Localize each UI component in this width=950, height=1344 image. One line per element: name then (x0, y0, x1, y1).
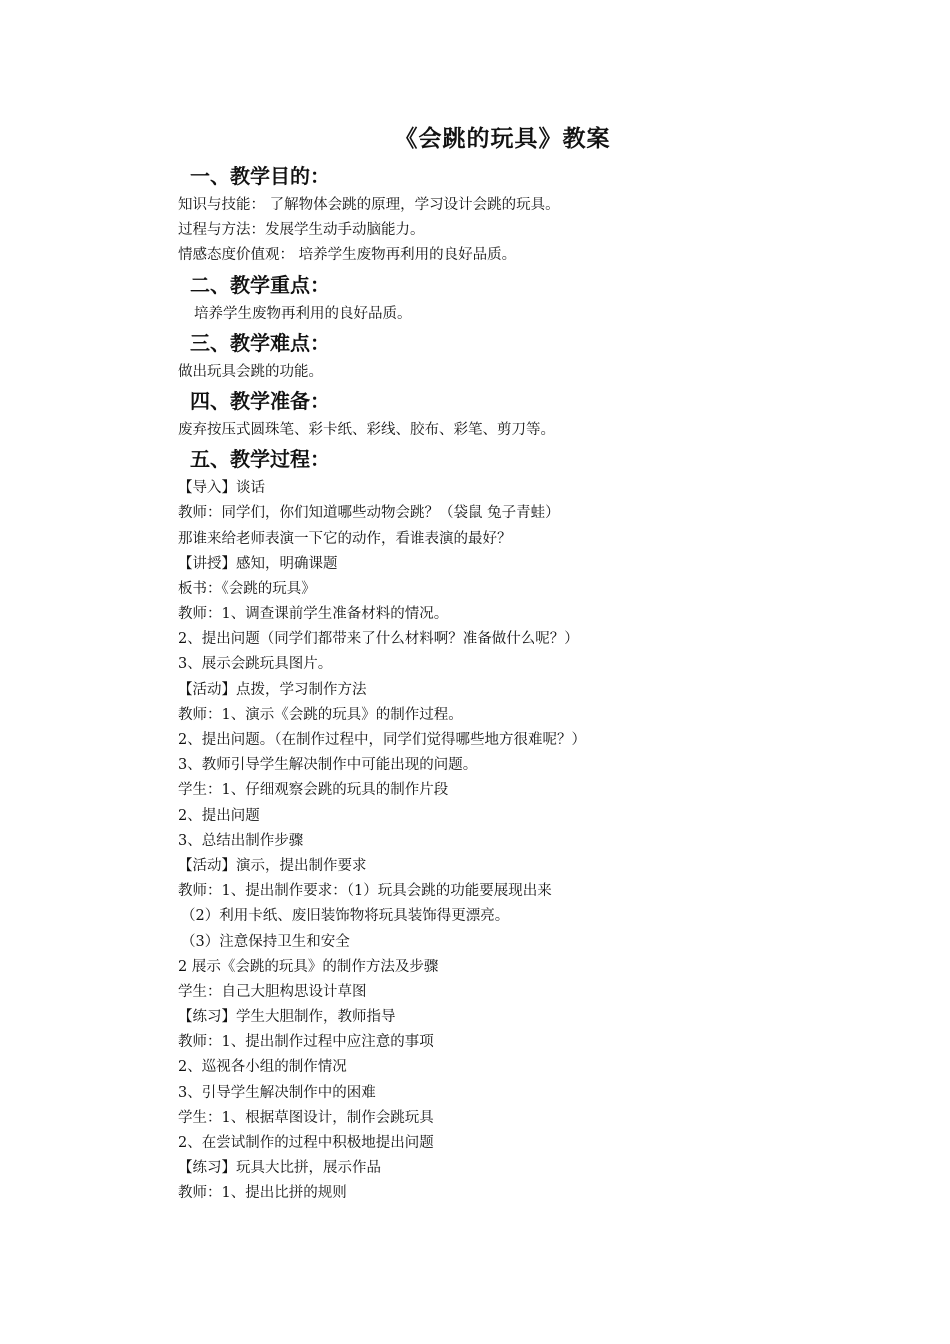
process-line: 教师：1、提出制作要求：（1）玩具会跳的功能要展现出来 (178, 883, 552, 900)
process-line: 【活动】点拨，学习制作方法 (178, 681, 367, 698)
objective-knowledge: 知识与技能： 了解物体会跳的原理，学习设计会跳的玩具。 (178, 197, 560, 213)
process-line: 教师：1、调查课前学生准备材料的情况。 (178, 606, 449, 623)
process-line: 2、巡视各小组的制作情况 (178, 1059, 347, 1076)
process-line: 3、总结出制作步骤 (178, 832, 304, 849)
difficulty-text: 做出玩具会跳的功能。 (178, 363, 323, 380)
process-line: 教师：同学们，你们知道哪些动物会跳？（袋鼠 兔子青蛙） (178, 505, 560, 522)
process-line: 2、提出问题 (178, 807, 260, 824)
process-line: 2、在尝试制作的过程中积极地提出问题 (178, 1135, 434, 1151)
process-line: （2）利用卡纸、废旧装饰物将玩具装饰得更漂亮。 (181, 908, 510, 925)
process-line: 【练习】学生大胆制作，教师指导 (178, 1009, 396, 1026)
process-line: 【练习】玩具大比拼，展示作品 (178, 1160, 381, 1177)
process-line: 3、展示会跳玩具图片。 (178, 656, 333, 673)
process-line: 教师：1、提出比拼的规则 (178, 1185, 347, 1202)
key-point-text: 培养学生废物再利用的良好品质。 (194, 305, 412, 322)
process-line: 【导入】谈话 (178, 480, 265, 497)
process-line: 2、提出问题（同学们都带来了什么材料啊？准备做什么呢？） (178, 631, 579, 648)
process-line: 学生：1、仔细观察会跳的玩具的制作片段 (178, 782, 449, 799)
process-line: 教师：1、提出制作过程中应注意的事项 (178, 1034, 434, 1051)
section-heading-objectives: 一、教学目的： (190, 164, 330, 188)
process-line: 3、引导学生解决制作中的困难 (178, 1084, 376, 1101)
document-title: 《会跳的玩具》教案 (394, 126, 611, 152)
process-line: 板书：《会跳的玩具》 (178, 580, 316, 597)
process-line: 【讲授】感知，明确课题 (178, 555, 338, 572)
process-line: 3、教师引导学生解决制作中可能出现的问题。 (178, 757, 478, 774)
process-line: 那谁来给老师表演一下它的动作，看谁表演的最好？ (178, 530, 512, 547)
document-body (178, 160, 878, 1207)
preparation-text: 废弃按压式圆珠笔、彩卡纸、彩线、胶布、彩笔、剪刀等。 (178, 421, 555, 438)
process-line: 【活动】演示，提出制作要求 (178, 857, 367, 874)
process-line: 学生：1、根据草图设计，制作会跳玩具 (178, 1109, 434, 1126)
process-line: 2、提出问题。（在制作过程中，同学们觉得哪些地方很难呢？） (178, 732, 586, 748)
section-heading-difficulties: 三、教学难点： (190, 330, 330, 355)
process-line: （3）注意保持卫生和安全 (181, 933, 350, 950)
objective-process: 过程与方法：发展学生动手动脑能力。 (178, 222, 425, 239)
process-line: 学生：自己大胆构思设计草图 (178, 983, 367, 1000)
section-heading-preparation: 四、教学准备： (190, 388, 330, 413)
section-heading-process: 五、教学过程： (190, 447, 330, 472)
section-heading-key-points: 二、教学重点： (190, 272, 330, 297)
process-line: 教师：1、演示《会跳的玩具》的制作过程。 (178, 706, 463, 723)
process-line: 2 展示《会跳的玩具》的制作方法及步骤 (178, 958, 439, 975)
objective-attitude: 情感态度价值观： 培养学生废物再利用的良好品质。 (178, 247, 517, 264)
